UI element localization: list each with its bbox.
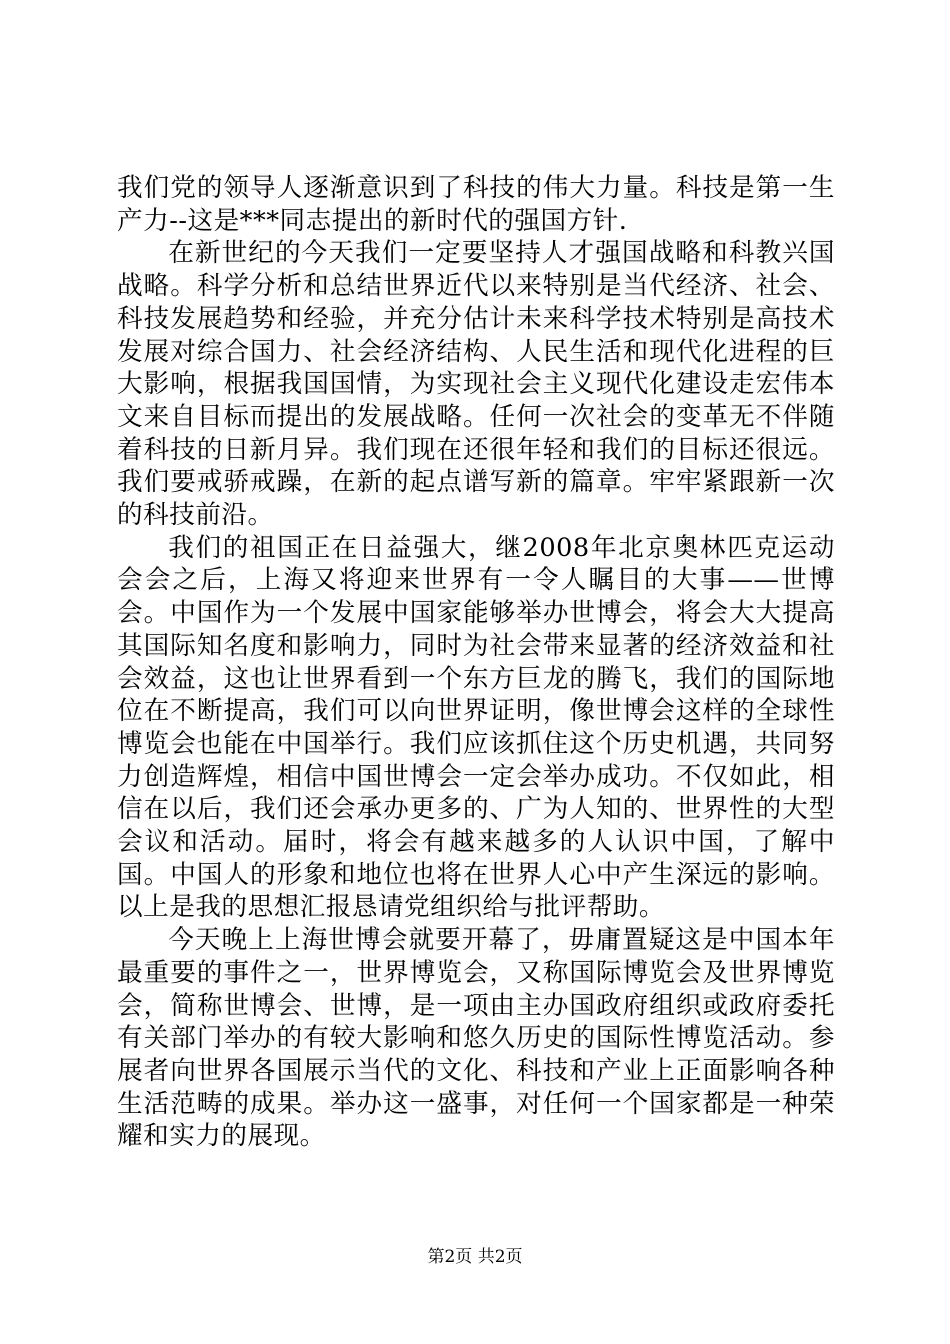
paragraph-2: 在新世纪的今天我们一定要坚持人才强国战略和科教兴国战略。科学分析和总结世界近代以来特别是当代经济、社会、科技发展趋势和经验，并充分估计未来科学技术特别是高技术发展对综合国力、社会经济结构、人民生活和现代化进程的巨大影响，根据我国国情，为实现社会主义现代化建设走宏伟本文来自目标而提出的发展战略。任何一次社会的变革无不伴随着科技的日新月异。我们现在还很年轻和我们的目标还很远。我们要戒骄戒躁，在新的起点谱写新的篇章。牢牢紧跟新一次的科技前沿。 — [117, 238, 835, 531]
document-body — [117, 172, 835, 1153]
page-footer: 第2页 共2页 — [427, 1247, 523, 1267]
paragraph-3: 我们的祖国正在日益强大，继2008年北京奥林匹克运动会会之后，上海又将迎来世界有一令人瞩目的大事——世博会。中国作为一个发展中国家能够举办世博会，将会大大提高其国际知名度和影响力，同时为社会带来显著的经济效益和社会效益，这也让世界看到一个东方巨龙的腾飞，我们的国际地位在不断提高，我们可以向世界证明，像世博会这样的全球性博览会也能在中国举行。我们应该抓住这个历史机遇，共同努力创造辉煌，相信中国世博会一定会举办成功。不仅如此，相信在以后，我们还会承办更多的、广为人知的、世界性的大型会议和活动。届时，将会有越来越多的人认识中国，了解中国。中国人的形象和地位也将在世界人心中产生深远的影响。以上是我的思想汇报恳请党组织给与批评帮助。 — [117, 532, 835, 923]
paragraph-4: 今天晚上上海世博会就要开幕了，毋庸置疑这是中国本年最重要的事件之一，世界博览会，又称国际博览会及世界博览会，简称世博会、世博，是一项由主办国政府组织或政府委托有关部门举办的有较大影响和悠久历史的国际性博览活动。参展者向世界各国展示当代的文化、科技和产业上正面影响各种生活范畴的成果。举办这一盛事，对任何一个国家都是一种荣耀和实力的展现。 — [117, 925, 835, 1152]
paragraph-1: 我们党的领导人逐渐意识到了科技的伟大力量。科技是第一生产力--这是***同志提出的新时代的强国方针. — [117, 173, 835, 236]
